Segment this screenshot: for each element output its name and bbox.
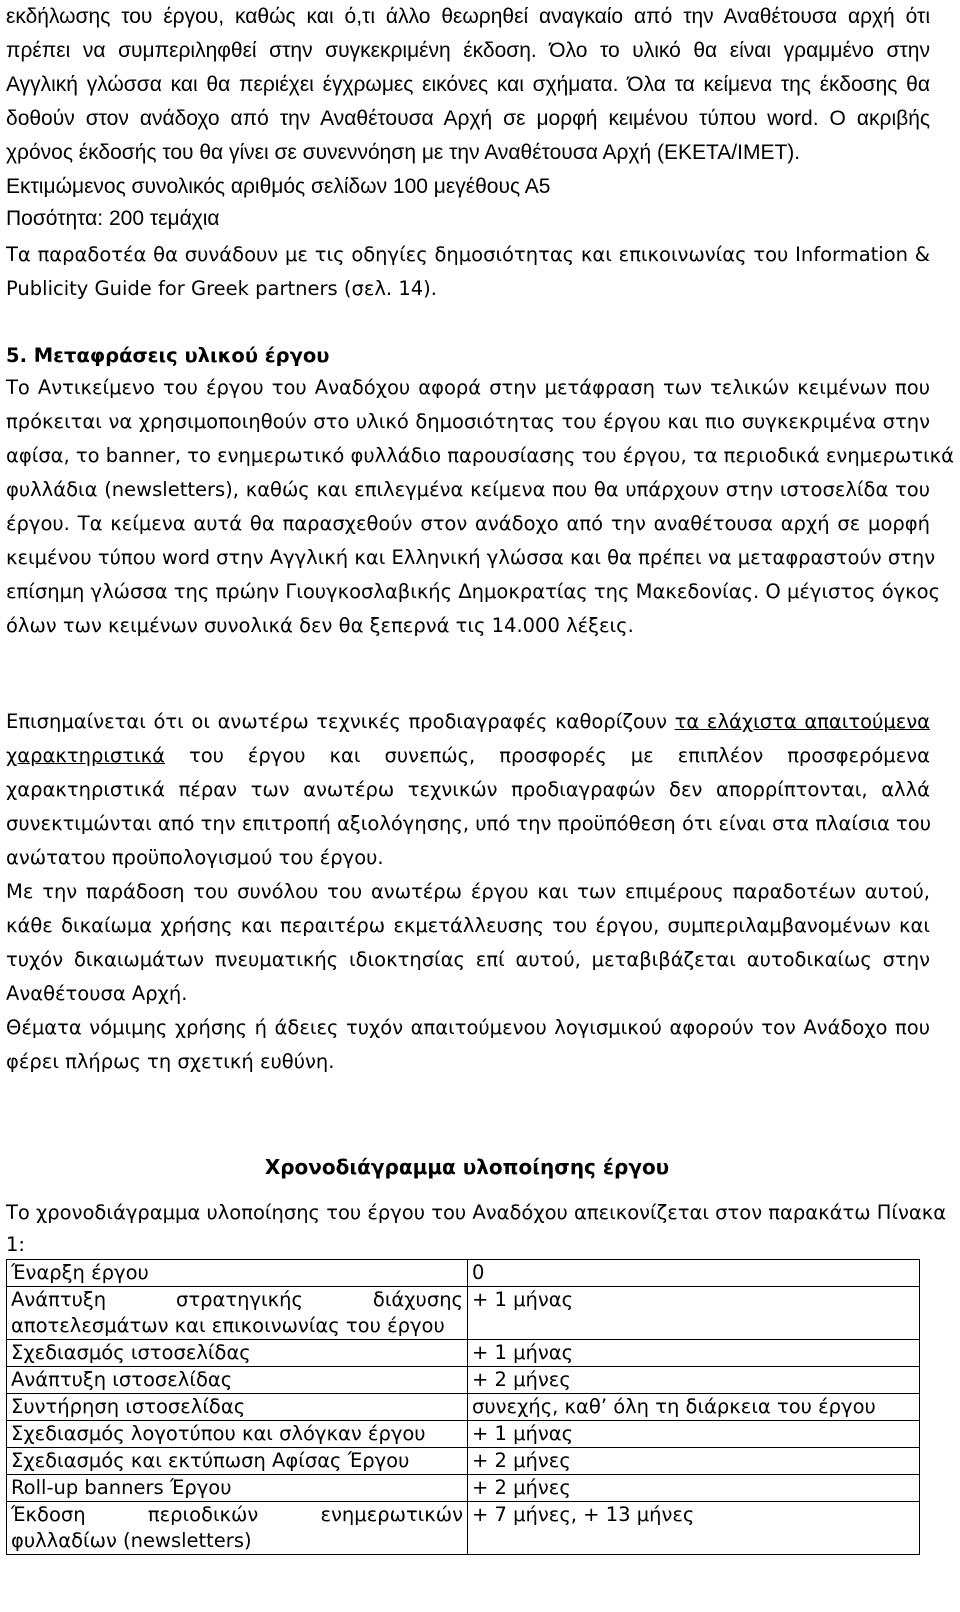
- rights-line: κάθε δικαίωμα χρήσης και περαιτέρω εκμετάλλευσης του έργου, συμπεριλαμβανομένων και: [6, 914, 930, 937]
- rights-line: Αναθέτουσα Αρχή.: [6, 982, 188, 1005]
- spec-line: ανώτατου προϋπολογισμού του έργου.: [6, 846, 384, 869]
- time-cell: + 1 μήνας: [468, 1421, 920, 1448]
- time-cell: + 1 μήνας: [468, 1340, 920, 1367]
- license-line: Θέματα νόμιμης χρήσης ή άδειες τυχόν απαιτούμενου λογισμικού αφορούν τον Ανάδοχο που: [6, 1016, 930, 1039]
- license-line: φέρει πλήρως τη σχετική ευθύνη.: [6, 1050, 335, 1073]
- table-row: [7, 1394, 920, 1421]
- table-row: [7, 1448, 920, 1475]
- rights-line: τυχόν δικαιωμάτων πνευματικής ιδιοκτησίας επί αυτού, μεταβιβάζεται αυτοδικαίως στην: [6, 948, 930, 971]
- task-cell-line: φυλλαδίων (newsletters): [11, 1529, 252, 1552]
- section-line: όλων των κειμένων συνολικά δεν θα ξεπερνά τις 14.000 λέξεις.: [6, 614, 634, 637]
- task-cell: Σχεδιασμός λογοτύπου και σλόγκαν έργου: [7, 1421, 468, 1448]
- section-heading: 5. Μεταφράσεις υλικού έργου: [6, 344, 330, 367]
- table-row: [7, 1475, 920, 1502]
- table-row: [7, 1421, 920, 1448]
- task-cell-line: Έκδοση περιοδικών ενημερωτικών: [11, 1503, 463, 1526]
- spec-text: Επισημαίνεται ότι οι ανωτέρω τεχνικές προδιαγραφές καθορίζουν: [6, 710, 668, 733]
- task-cell: Σχεδιασμός και εκτύπωση Αφίσας Έργου: [7, 1448, 468, 1475]
- time-cell: + 1 μήνας: [468, 1287, 920, 1340]
- spec-line: συνεκτιμώνται από την επιτροπή αξιολόγησης, υπό την προϋπόθεση ότι είναι στα πλαίσια του: [6, 812, 931, 835]
- paragraph-line: χρόνος έκδοσής του θα γίνει σε συνεννόηση με την Αναθέτουσα Αρχή (ΕΚΕΤΑ/ΙΜΕΤ).: [6, 141, 801, 164]
- task-cell: Έναρξη έργου: [7, 1260, 468, 1287]
- time-cell: συνεχής, καθ’ όλη τη διάρκεια του έργου: [468, 1394, 920, 1421]
- schedule-intro-line: 1:: [6, 1233, 25, 1256]
- spec-underlined-text: χαρακτηριστικά: [6, 744, 165, 767]
- quantity-line: Ποσότητα: 200 τεμάχια: [6, 207, 220, 230]
- table-row: [7, 1287, 920, 1340]
- schedule-title: Χρονοδιάγραμμα υλοποίησης έργου: [264, 1155, 670, 1179]
- section-line: Το Αντικείμενο του έργου του Αναδόχου αφορά στην μετάφραση των τελικών κειμένων που: [6, 376, 930, 399]
- deliverables-line: Τα παραδοτέα θα συνάδουν με τις οδηγίες δημοσιότητας και επικοινωνίας του Information &: [6, 243, 930, 266]
- page-count-line: Εκτιμώμενος συνολικός αριθμός σελίδων 100 μεγέθους Α5: [6, 175, 551, 198]
- table-row: [7, 1340, 920, 1367]
- time-cell: + 2 μήνες: [468, 1367, 920, 1394]
- task-cell: Συντήρηση ιστοσελίδας: [7, 1394, 468, 1421]
- section-line: επίσημη γλώσσα της πρώην Γιουγκοσλαβικής Δημοκρατίας της Μακεδονίας. Ο μέγιστος όγκος: [6, 580, 941, 603]
- time-cell: 0: [468, 1260, 920, 1287]
- spec-text: του έργου και συνεπώς, προσφορές με επιπλέον προσφερόμενα: [188, 744, 931, 767]
- section-line: έργου. Τα κείμενα αυτά θα παρασχεθούν στον ανάδοχο από την αναθέτουσα αρχή σε μορφή: [6, 512, 930, 535]
- table-row: [7, 1367, 920, 1394]
- task-cell-line: αποτελεσμάτων και επικοινωνίας του έργου: [11, 1314, 445, 1337]
- spec-underlined-text: τα ελάχιστα απαιτούμενα: [674, 710, 931, 733]
- time-cell: + 7 μήνες, + 13 μήνες: [468, 1502, 920, 1555]
- paragraph-line: πρέπει να συμπεριληφθεί στην συγκεκριμένη έκδοση. Όλο το υλικό θα είναι γραμμένο στην: [6, 39, 930, 62]
- paragraph-line: Αγγλική γλώσσα και θα περιέχει έγχρωμες εικόνες και σχήματα. Όλα τα κείμενα της έκδοσης θα: [6, 73, 930, 96]
- task-cell: [7, 1287, 468, 1340]
- paragraph-line: εκδήλωσης του έργου, καθώς και ό,τι άλλο θεωρηθεί αναγκαίο από την Αναθέτουσα αρχή ότι: [6, 5, 930, 28]
- spec-line: [6, 739, 930, 773]
- section-line: αφίσα, το banner, το ενημερωτικό φυλλάδιο παρουσίασης του έργου, τα περιοδικά ενημερωτικά: [6, 444, 955, 467]
- schedule-table: [6, 1259, 920, 1555]
- task-cell: Σχεδιασμός ιστοσελίδας: [7, 1340, 468, 1367]
- table-row: [7, 1502, 920, 1555]
- task-cell-line: Ανάπτυξη στρατηγικής διάχυσης: [11, 1288, 463, 1311]
- task-cell: [7, 1502, 468, 1555]
- time-cell: + 2 μήνες: [468, 1448, 920, 1475]
- paragraph-line: δοθούν στον ανάδοχο από την Αναθέτουσα Αρχή σε μορφή κειμένου τύπου word. Ο ακριβής: [6, 107, 930, 130]
- rights-line: Με την παράδοση του συνόλου του ανωτέρω έργου και των επιμέρους παραδοτέων αυτού,: [6, 880, 930, 903]
- spec-line: χαρακτηριστικά πέραν των ανωτέρω τεχνικών προδιαγραφών δεν απορρίπτονται, αλλά: [6, 778, 930, 801]
- spec-line: [6, 705, 930, 739]
- table-row: [7, 1260, 920, 1287]
- task-cell: Roll-up banners Έργου: [7, 1475, 468, 1502]
- section-line: κειμένου τύπου word στην Αγγλική και Ελληνική γλώσσα και θα πρέπει να μεταφραστούν στην: [6, 546, 936, 569]
- deliverables-line: Publicity Guide for Greek partners (σελ. 14).: [6, 277, 437, 300]
- section-line: φυλλάδια (newsletters), καθώς και επιλεγμένα κείμενα που θα υπάρχουν στην ιστοσελίδα του: [6, 478, 930, 501]
- task-cell: Ανάπτυξη ιστοσελίδας: [7, 1367, 468, 1394]
- section-line: πρόκειται να χρησιμοποιηθούν στο υλικό δημοσιότητας του έργου και πιο συγκεκριμένα στην: [6, 410, 930, 433]
- time-cell: + 2 μήνες: [468, 1475, 920, 1502]
- schedule-intro-line: Το χρονοδιάγραμμα υλοποίησης του έργου του Αναδόχου απεικονίζεται στον παρακάτω Πίνακα: [6, 1201, 947, 1224]
